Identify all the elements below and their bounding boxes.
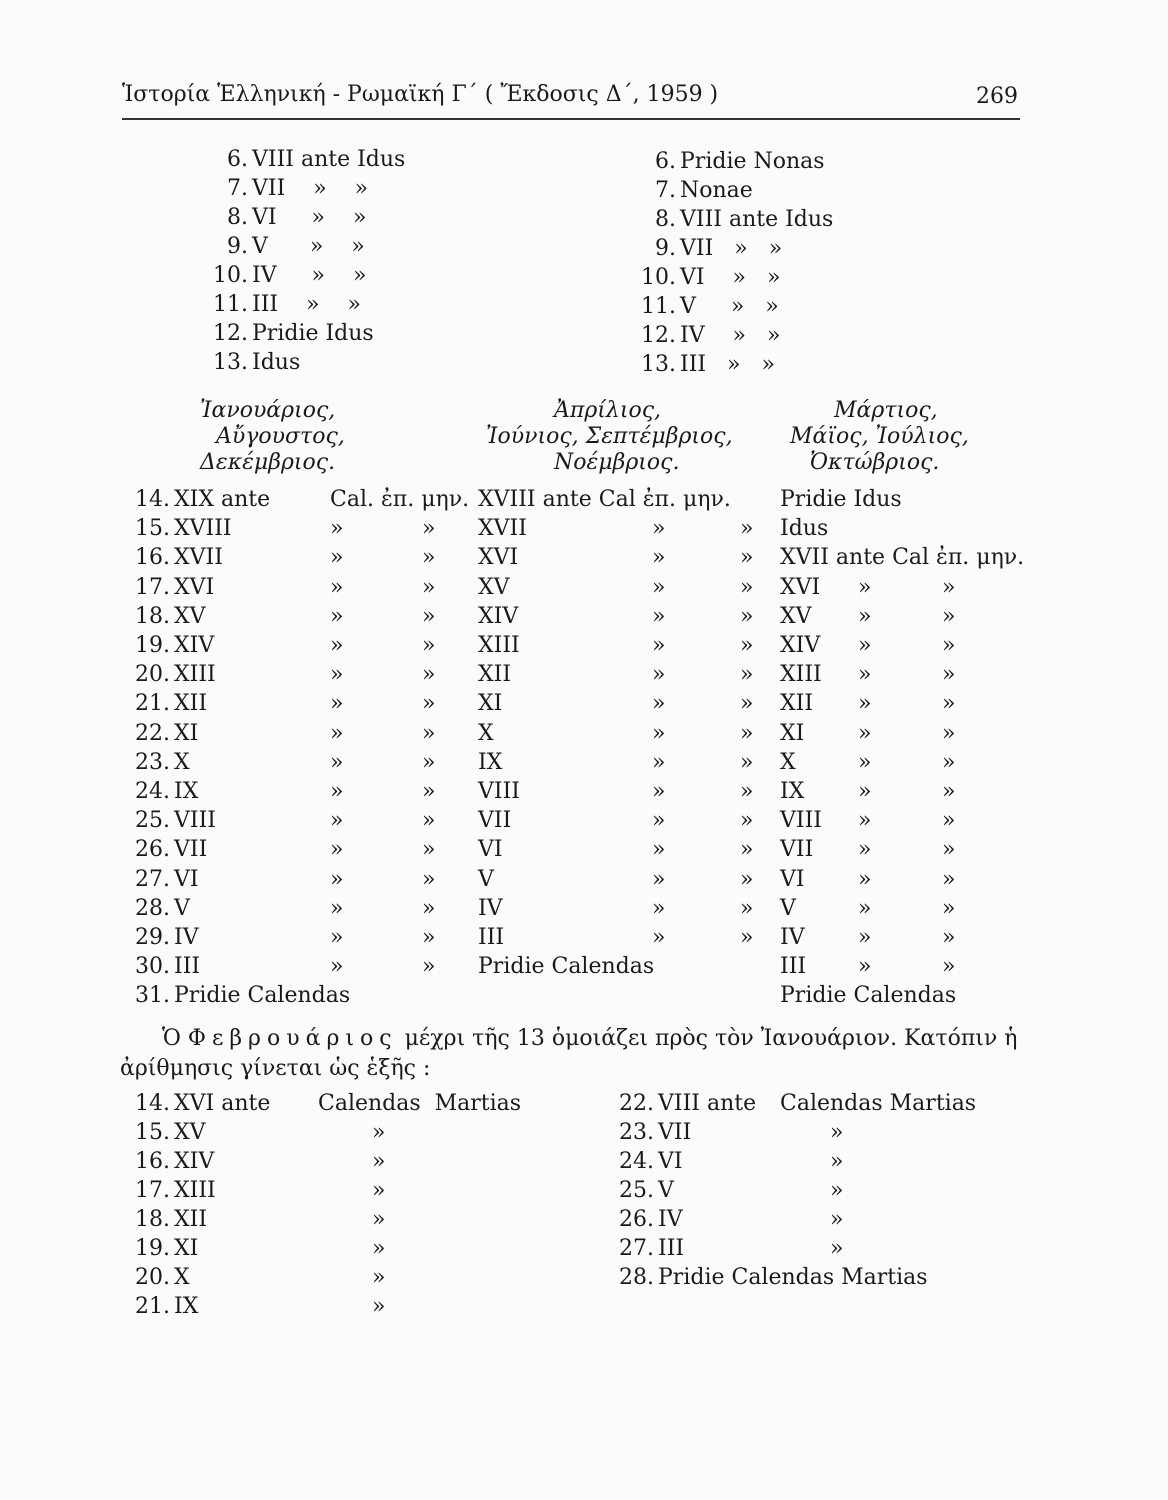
col-a: IX <box>174 779 199 804</box>
col-a: VI <box>174 866 199 892</box>
item-text: VI » » <box>680 265 781 290</box>
item-number: 12. <box>213 321 248 346</box>
ditto: » <box>858 954 872 980</box>
col-a: VII <box>174 837 208 863</box>
col-b: IV <box>478 895 503 921</box>
item-suffix: » <box>830 1236 844 1261</box>
ditto: » <box>942 925 956 950</box>
ditto: » <box>858 925 872 950</box>
ditto: » <box>330 574 344 600</box>
item-text: VI » » <box>252 205 367 230</box>
ditto: » <box>942 633 956 658</box>
february-note <box>120 1024 1020 1084</box>
ditto: Cal. ἐπ. μην. <box>330 487 470 512</box>
item-number: 14. <box>135 1091 170 1116</box>
ditto: » <box>858 603 872 629</box>
ditto: » <box>652 720 666 746</box>
item-number: 24. <box>619 1149 654 1174</box>
row-number: 17. <box>135 574 170 600</box>
ditto: » <box>942 691 956 717</box>
col-c: IV <box>780 925 805 950</box>
ditto: » <box>942 662 956 688</box>
ditto: » <box>942 720 956 746</box>
col-c: XIV <box>780 633 821 658</box>
row-number: 19. <box>135 633 170 658</box>
item-number: 23. <box>619 1120 654 1145</box>
ditto: » <box>422 779 436 804</box>
ditto: » <box>740 662 754 688</box>
ditto: » <box>652 603 666 629</box>
month-label: Ὀκτώβριος. <box>810 450 940 475</box>
ditto: » <box>740 808 754 834</box>
list-item <box>628 207 833 233</box>
ditto: » <box>858 691 872 717</box>
ditto: » <box>942 866 956 892</box>
item-suffix: » <box>372 1265 386 1290</box>
item-suffix: » <box>830 1149 844 1174</box>
list-item <box>0 1118 1168 1147</box>
row-number: 18. <box>135 603 170 629</box>
item-number: 7. <box>655 178 676 203</box>
page-number: 269 <box>976 84 1018 109</box>
col-b: VIII <box>478 779 520 804</box>
item-suffix: » <box>830 1178 844 1203</box>
row-number: 20. <box>135 662 170 688</box>
table-row <box>0 952 1168 981</box>
row-number: 24. <box>135 779 170 804</box>
col-c: Idus <box>780 516 829 542</box>
item-number: 25. <box>619 1178 654 1203</box>
ditto: » <box>330 866 344 892</box>
col-a: V <box>174 895 190 921</box>
ditto: » <box>422 749 436 775</box>
item-text: Nonae <box>680 178 753 203</box>
col-c: VI <box>780 866 805 892</box>
item-number: 16. <box>135 1149 170 1174</box>
col-b: X <box>478 720 494 746</box>
col-b: XIII <box>478 633 520 658</box>
ditto: » <box>330 837 344 863</box>
month-group-middle <box>486 398 733 476</box>
col-c: XV <box>780 603 812 629</box>
item-text: Pridie Idus <box>252 321 374 346</box>
list-item <box>200 205 366 231</box>
table-row <box>0 660 1168 689</box>
col-c: VII <box>780 837 814 863</box>
ditto: » <box>858 574 872 600</box>
list-item <box>628 352 775 378</box>
ditto: » <box>858 720 872 746</box>
item-suffix: » <box>372 1120 386 1145</box>
col-a: IV <box>174 925 199 950</box>
table-row <box>0 923 1168 952</box>
col-a: VIII <box>174 808 216 834</box>
list-item <box>628 323 780 349</box>
list-item <box>0 1205 1168 1234</box>
ditto: » <box>422 720 436 746</box>
table-row <box>0 981 1168 1010</box>
note-text: μέχρι τῆς 13 ὁμοιάζει πρὸς τὸν Ἰανουάριον. Κατόπιν ἡ ἀρίθμησις γίνεται ὡς ἑξῆς : <box>120 1026 1018 1081</box>
item-number: 22. <box>619 1091 654 1116</box>
item-number: 7. <box>227 176 248 201</box>
row-number: 31. <box>135 983 170 1009</box>
item-text: IV <box>658 1207 683 1232</box>
item-text: VI <box>658 1149 683 1174</box>
list-item <box>200 263 366 289</box>
item-number: 26. <box>619 1207 654 1232</box>
ditto: » <box>942 895 956 921</box>
ditto: » <box>942 808 956 834</box>
ditto: » <box>422 545 436 571</box>
ditto: » <box>652 808 666 834</box>
item-text: VII » » <box>680 236 783 261</box>
col-a: XVIII <box>174 516 232 542</box>
ditto: » <box>652 662 666 688</box>
ditto: » <box>740 545 754 571</box>
ditto: » <box>330 516 344 542</box>
ditto: » <box>652 633 666 658</box>
ditto: » <box>942 779 956 804</box>
col-b: Pridie Calendas <box>478 954 655 980</box>
item-number: 10. <box>641 265 676 290</box>
ditto: » <box>740 720 754 746</box>
col-c: III <box>780 954 807 980</box>
month-label: Ἰούνιος, Σεπτέμβριος, <box>486 424 733 449</box>
item-number: 13. <box>213 350 248 375</box>
item-number: 8. <box>655 207 676 232</box>
month-group-left <box>200 398 345 476</box>
col-a: X <box>174 749 190 775</box>
ditto: » <box>330 603 344 629</box>
ditto: » <box>422 837 436 863</box>
item-number: 18. <box>135 1207 170 1232</box>
item-suffix: » <box>830 1207 844 1232</box>
list-item <box>628 236 782 262</box>
month-label: Ἀπρίλιος, <box>554 398 662 423</box>
item-number: 11. <box>641 294 676 319</box>
ditto: » <box>740 574 754 600</box>
item-suffix: » <box>372 1294 386 1319</box>
ditto: » <box>422 866 436 892</box>
row-number: 25. <box>135 808 170 834</box>
item-number: 20. <box>135 1265 170 1290</box>
item-text: VIII ante <box>658 1091 757 1116</box>
col-a: XV <box>174 603 206 629</box>
ditto: » <box>652 545 666 571</box>
table-row <box>0 514 1168 543</box>
item-number: 6. <box>655 149 676 174</box>
ditto: » <box>740 691 754 717</box>
ditto: » <box>422 516 436 542</box>
col-a: III <box>174 954 201 980</box>
row-number: 15. <box>135 516 170 542</box>
list-item <box>200 350 300 376</box>
note-month: Φεβρουάριος <box>187 1026 398 1051</box>
col-a: Pridie Calendas <box>174 983 351 1009</box>
row-number: 29. <box>135 925 170 950</box>
item-text: III » » <box>680 352 775 377</box>
item-text: X <box>174 1265 190 1290</box>
ditto: » <box>740 633 754 658</box>
table-row <box>0 865 1168 894</box>
ditto: » <box>652 866 666 892</box>
list-item <box>0 1234 1168 1263</box>
list-item <box>0 1292 600 1321</box>
col-a: XIII <box>174 662 216 688</box>
col-c: Pridie Idus <box>780 487 902 512</box>
col-c: V <box>780 895 796 921</box>
col-a: XVII <box>174 545 223 571</box>
item-text: XVI ante <box>174 1091 271 1116</box>
col-a: XI <box>174 720 199 746</box>
item-suffix: » <box>372 1207 386 1232</box>
item-text: Pridie Calendas Martias <box>658 1265 928 1290</box>
col-c: XVI <box>780 574 821 600</box>
ditto: » <box>330 808 344 834</box>
ditto: » <box>330 895 344 921</box>
ditto: » <box>422 895 436 921</box>
item-suffix: Calendas Martias <box>780 1091 977 1116</box>
row-number: 14. <box>135 487 170 512</box>
month-group-right <box>790 398 969 476</box>
header-rule <box>122 118 1020 120</box>
item-number: 10. <box>213 263 248 288</box>
ditto: » <box>422 633 436 658</box>
ditto: » <box>422 691 436 717</box>
item-number: 6. <box>227 147 248 172</box>
item-suffix: » <box>372 1178 386 1203</box>
ditto: » <box>422 925 436 950</box>
col-c: XVII ante Cal ἐπ. μην. <box>780 545 1025 571</box>
ditto: » <box>858 662 872 688</box>
list-item <box>628 265 780 291</box>
ditto: » <box>652 895 666 921</box>
list-item <box>0 1263 1168 1292</box>
ditto: » <box>330 720 344 746</box>
item-text: XV <box>174 1120 206 1145</box>
col-b: XV <box>478 574 510 600</box>
list-item <box>628 178 753 204</box>
col-c: VIII <box>780 808 822 834</box>
row-number: 26. <box>135 837 170 863</box>
ditto: » <box>330 633 344 658</box>
list-item <box>200 234 365 260</box>
ditto: » <box>422 808 436 834</box>
col-b: VII <box>478 808 512 834</box>
ditto: » <box>330 954 344 980</box>
col-b: XVII <box>478 516 527 542</box>
ditto: » <box>740 779 754 804</box>
col-b: III <box>478 925 505 950</box>
col-c: XIII <box>780 662 822 688</box>
table-row <box>0 485 1168 514</box>
table-row <box>0 748 1168 777</box>
ditto: » <box>652 574 666 600</box>
item-suffix: » <box>372 1236 386 1261</box>
item-text: XII <box>174 1207 208 1232</box>
item-number: 12. <box>641 323 676 348</box>
col-c: Pridie Calendas <box>780 983 957 1009</box>
col-a: XIV <box>174 633 215 658</box>
col-c: XII <box>780 691 814 717</box>
running-header: Ἱστορία Ἑλληνική - Ρωμαϊκή Γ΄ ( Ἔκδοσις Δ΄, 1959 ) <box>122 82 719 107</box>
item-number: 13. <box>641 352 676 377</box>
list-item <box>200 292 361 318</box>
ditto: » <box>858 837 872 863</box>
month-label: Αὔγουστος, <box>216 424 345 449</box>
ditto: » <box>652 749 666 775</box>
ditto: » <box>422 662 436 688</box>
item-number: 28. <box>619 1265 654 1290</box>
col-a: XII <box>174 691 208 717</box>
item-text: V » » <box>680 294 779 319</box>
list-item <box>200 147 405 173</box>
month-label: Νοέμβριος. <box>554 450 680 475</box>
month-label: Μάϊος, Ἰούλιος, <box>790 424 969 449</box>
row-number: 21. <box>135 691 170 717</box>
item-number: 11. <box>213 292 248 317</box>
row-number: 28. <box>135 895 170 921</box>
month-label: Ἰανουάριος, <box>200 398 336 423</box>
item-number: 19. <box>135 1236 170 1261</box>
col-c: XI <box>780 720 805 746</box>
ditto: » <box>330 691 344 717</box>
col-b: XVIII ante Cal ἐπ. μην. <box>478 487 731 512</box>
list-item <box>200 176 368 202</box>
item-number: 9. <box>655 236 676 261</box>
item-suffix: » <box>372 1149 386 1174</box>
list-item <box>200 321 374 347</box>
ditto: » <box>740 866 754 892</box>
table-row <box>0 806 1168 835</box>
ditto: » <box>422 603 436 629</box>
item-text: VII » » <box>252 176 369 201</box>
table-row <box>0 894 1168 923</box>
col-b: V <box>478 866 494 892</box>
table-row <box>0 631 1168 660</box>
item-number: 8. <box>227 205 248 230</box>
row-number: 27. <box>135 866 170 892</box>
item-text: III <box>658 1236 685 1261</box>
table-row <box>0 689 1168 718</box>
ditto: » <box>330 545 344 571</box>
item-text: XIII <box>174 1178 216 1203</box>
item-number: 27. <box>619 1236 654 1261</box>
list-item <box>628 149 825 175</box>
col-a: XVI <box>174 574 215 600</box>
ditto: » <box>942 954 956 980</box>
row-number: 22. <box>135 720 170 746</box>
table-row <box>0 777 1168 806</box>
ditto: » <box>652 925 666 950</box>
item-text: V <box>658 1178 674 1203</box>
item-text: IV » » <box>680 323 781 348</box>
ditto: » <box>652 691 666 717</box>
item-text: Idus <box>252 350 301 375</box>
item-text: Pridie Nonas <box>680 149 825 174</box>
ditto: » <box>858 808 872 834</box>
month-label: Μάρτιος, <box>834 398 938 423</box>
item-text: XIV <box>174 1149 215 1174</box>
item-text: IV » » <box>252 263 367 288</box>
ditto: » <box>330 749 344 775</box>
col-c: IX <box>780 779 805 804</box>
row-number: 30. <box>135 954 170 980</box>
ditto: » <box>740 603 754 629</box>
item-number: 17. <box>135 1178 170 1203</box>
item-text: VII <box>658 1120 692 1145</box>
ditto: » <box>652 516 666 542</box>
month-label: Δεκέμβριος. <box>200 450 336 475</box>
ditto: » <box>942 574 956 600</box>
ditto: » <box>740 516 754 542</box>
item-suffix: Calendas Martias <box>318 1091 522 1116</box>
item-text: V » » <box>252 234 365 259</box>
item-text: XI <box>174 1236 199 1261</box>
ditto: » <box>330 779 344 804</box>
note-lead: Ὁ <box>162 1026 181 1051</box>
col-c: X <box>780 749 796 775</box>
col-b: IX <box>478 749 503 775</box>
ditto: » <box>740 895 754 921</box>
item-number: 21. <box>135 1294 170 1319</box>
item-number: 15. <box>135 1120 170 1145</box>
ditto: » <box>858 749 872 775</box>
item-text: VIII ante Idus <box>252 147 406 172</box>
ditto: » <box>858 779 872 804</box>
col-b: VI <box>478 837 503 863</box>
ditto: » <box>942 749 956 775</box>
ditto: » <box>330 925 344 950</box>
item-number: 9. <box>227 234 248 259</box>
ditto: » <box>740 837 754 863</box>
col-b: XII <box>478 662 512 688</box>
table-row <box>0 719 1168 748</box>
ditto: » <box>652 779 666 804</box>
table-row <box>0 835 1168 864</box>
ditto: » <box>422 954 436 980</box>
ditto: » <box>422 574 436 600</box>
item-text: III » » <box>252 292 361 317</box>
list-item <box>0 1176 1168 1205</box>
col-b: XIV <box>478 603 519 629</box>
ditto: » <box>740 749 754 775</box>
table-row <box>0 543 1168 572</box>
table-row <box>0 573 1168 602</box>
ditto: » <box>330 662 344 688</box>
list-item <box>628 294 779 320</box>
list-item <box>0 1147 1168 1176</box>
ditto: » <box>858 895 872 921</box>
col-b: XVI <box>478 545 519 571</box>
ditto: » <box>858 866 872 892</box>
item-text: IX <box>174 1294 199 1319</box>
col-a: XIX ante <box>174 487 271 512</box>
ditto: » <box>740 925 754 950</box>
ditto: » <box>942 603 956 629</box>
ditto: » <box>652 837 666 863</box>
ditto: » <box>858 633 872 658</box>
row-number: 16. <box>135 545 170 571</box>
ditto: » <box>942 837 956 863</box>
item-text: VIII ante Idus <box>680 207 834 232</box>
table-row <box>0 602 1168 631</box>
row-number: 23. <box>135 749 170 775</box>
col-b: XI <box>478 691 503 717</box>
list-item <box>0 1089 1168 1118</box>
item-suffix: » <box>830 1120 844 1145</box>
